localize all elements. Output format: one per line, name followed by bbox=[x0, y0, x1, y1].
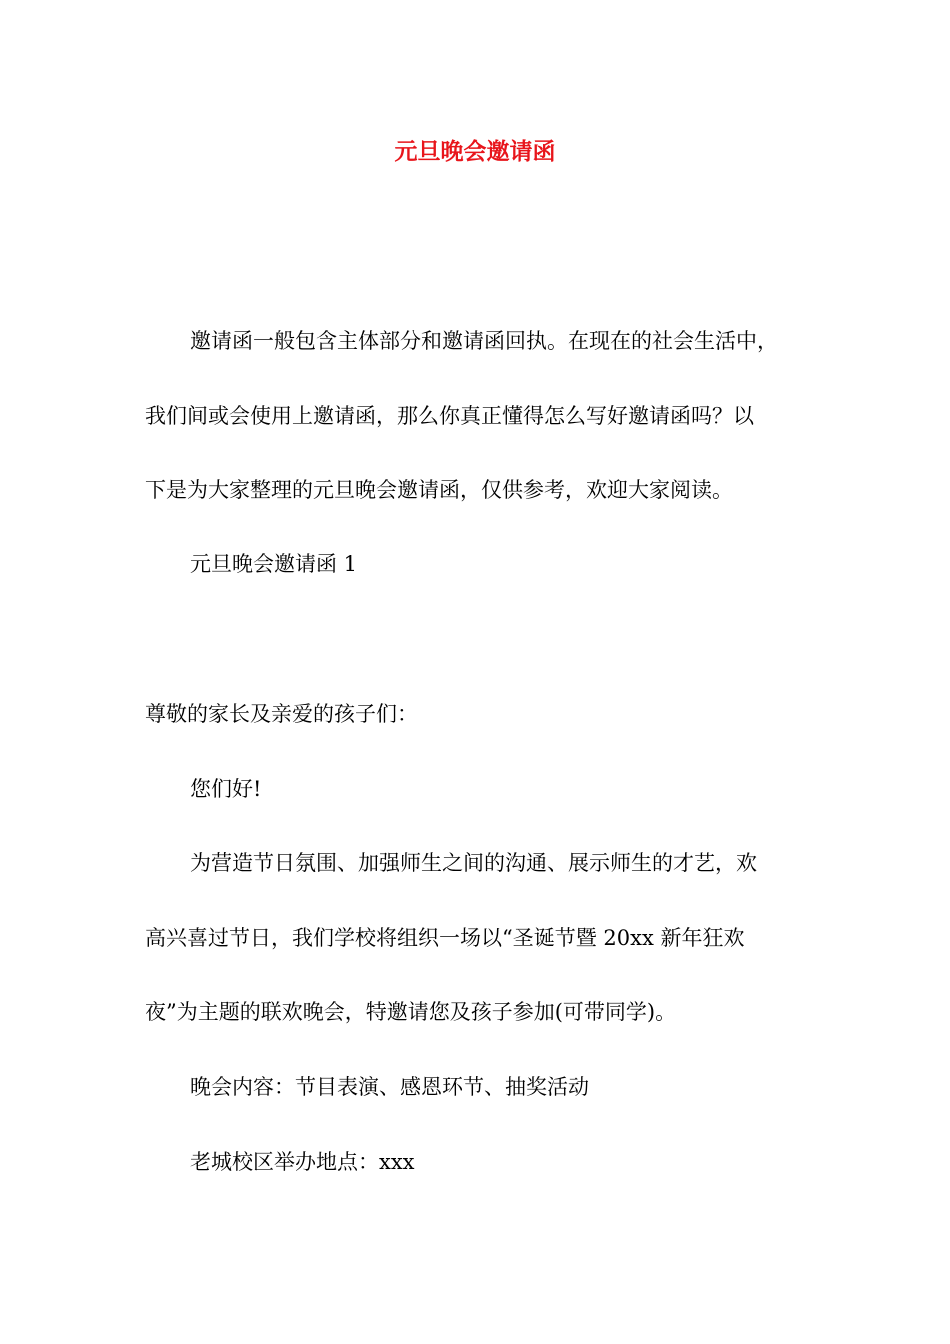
intro-line-2: 我们间或会使用上邀请函，那么你真正懂得怎么写好邀请函吗？以 bbox=[145, 404, 754, 428]
letter-body-line-3: 夜”为主题的联欢晚会，特邀请您及孩子参加(可带同学)。 bbox=[145, 1000, 677, 1024]
intro-line-1: 邀请函一般包含主体部分和邀请函回执。在现在的社会生活中， bbox=[190, 329, 778, 353]
letter-content: 晚会内容：节目表演、感恩环节、抽奖活动 bbox=[190, 1075, 589, 1099]
document-title: 元旦晚会邀请函 bbox=[394, 138, 556, 165]
letter-body-line-1: 为营造节日氛围、加强师生之间的沟通、展示师生的才艺，欢 bbox=[190, 851, 757, 875]
letter-salutation: 尊敬的家长及亲爱的孩子们： bbox=[145, 702, 418, 726]
letter-body-line-2: 高兴喜过节日，我们学校将组织一场以“圣诞节暨 20xx 新年狂欢 bbox=[145, 926, 745, 950]
letter-location: 老城校区举办地点：xxx bbox=[190, 1150, 415, 1174]
letter-greeting: 您们好! bbox=[190, 777, 262, 801]
section-heading: 元旦晚会邀请函 1 bbox=[190, 552, 358, 576]
intro-line-3: 下是为大家整理的元旦晚会邀请函，仅供参考，欢迎大家阅读。 bbox=[145, 478, 733, 502]
